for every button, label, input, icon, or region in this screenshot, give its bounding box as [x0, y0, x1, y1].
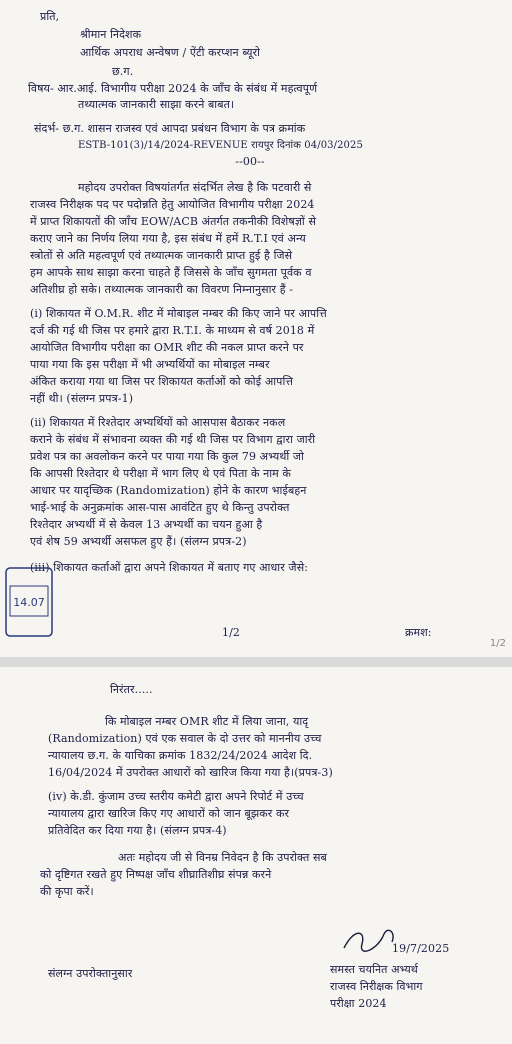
point-1-line: अंकित कराया गया था जिस पर शिकायत कर्ताओं को कोई आपत्ति [30, 375, 294, 388]
body-line: महोदय उपरोक्त विषयांतर्गत संदर्भित लेख है कि पटवारी से [78, 181, 312, 194]
reference-line-2: ESTB-101(3)/14/2024-REVENUE रायपुर दिनांक 04/03/2025 [78, 140, 363, 151]
request-line: को दृष्टिगत रखते हुए निष्पक्ष जाँच शीघ्रातिशीघ्र संपन्न करने [40, 868, 272, 881]
page-number: 1/2 [222, 626, 241, 639]
reference-line-1: संदर्भ- छ.ग. शासन राजस्व एवं आपदा प्रबंधन विभाग के पत्र क्रमांक [34, 122, 306, 135]
point-3-continued: कि मोबाइल नम्बर OMR शीट में लिया जाना, यादृ [105, 715, 309, 728]
body-line: राजस्व निरीक्षक पद पर पदोन्नति हेतु आयोजित विभागीय परीक्षा 2024 [30, 198, 315, 211]
point-2-line: एवं शेष 59 अभ्यर्थी असफल हुए हैं। (संलग्न प्रपत्र-2) [30, 535, 247, 548]
point-1-line: दर्ज की गई थी जिस पर हमारे द्वारा R.T.I. के माध्यम से वर्ष 2018 में [30, 324, 315, 337]
official-stamp [4, 566, 54, 638]
point-4-line: (iv) के.डी. कुंजाम उच्च स्तरीय कमेटी द्वारा अपने रिपोर्ट में उच्च [48, 790, 304, 803]
point-2-line: आधार पर यादृच्छिक (Randomization) होने के कारण भाईबहन [30, 484, 307, 497]
body-line: कराए जाने का निर्णय लिया गया है, इस संबंध में हमें R.T.I एवं अन्य [30, 232, 306, 245]
point-3-continued: 16/04/2024 में उपरोक्त आधारों को खारिज किया गया है।(प्रपत्र-3) [48, 766, 333, 779]
point-4-line: न्यायालय द्वारा खारिज किए गए आधारों को जान बूझकर कर [48, 807, 290, 820]
enclosures-note: संलग्न उपरोक्तानुसार [48, 967, 133, 980]
sender-line: समस्त चयनित अभ्यर्थ [330, 963, 418, 976]
continued-note: क्रमश: [405, 626, 432, 639]
point-2-line: कि आपसी रिश्तेदार थे परीक्षा में भाग लिए थे एवं पिता के नाम के [30, 467, 291, 480]
point-2-line: भाई-भाई के अनुक्रमांक आस-पास आवंटित हुए थे किन्तु उपरोक्त [30, 501, 290, 514]
recipient-state: छ.ग. [112, 65, 134, 78]
separator: --00-- [235, 155, 265, 168]
body-line: में प्राप्त शिकायतों की जाँच EOW/ACB अंतर्गत तकनीकी विशेषज्ञों से [30, 215, 316, 228]
continued-heading: निरंतर..... [110, 683, 153, 696]
point-1-line: (i) शिकायत में O.M.R. शीट में मोबाइल नम्बर की किए जाने पर आपत्ति [30, 307, 327, 320]
body-line: अतिशीघ्र हो सके। तथ्यात्मक जानकारी का विवरण निम्नानुसार हैं - [30, 283, 294, 296]
point-1-line: आयोजित विभागीय परीक्षा का OMR शीट की नकल प्राप्त करने पर [30, 341, 304, 354]
point-2-line: (ii) शिकायत में रिश्तेदार अभ्यर्थियों को आसपास बैठाकर नकल [30, 416, 286, 429]
point-1-line: नहीं थी। (संलग्न प्रपत्र-1) [30, 392, 134, 405]
point-4-line: प्रतिवेदित कर दिया गया है। (संलग्न प्रपत्र-4) [48, 824, 227, 837]
sender-line: राजस्व निरीक्षक विभाग [330, 980, 423, 993]
letter-page-2 [0, 667, 512, 1044]
subject-line-1: विषय- आर.आई. विभागीय परीक्षा 2024 के जाँच के संबंध में महत्वपूर्ण [28, 82, 318, 95]
point-3-continued: (Randomization) एवं एक सवाल के दो उत्तर को माननीय उच्च [48, 732, 322, 745]
recipient-office: आर्थिक अपराध अन्वेषण / ऐंटी करप्शन ब्यूरो [80, 46, 261, 59]
subject-line-2: तथ्यात्मक जानकारी साझा करने बाबत। [78, 98, 235, 111]
point-2-line: प्रवेश पत्र का अवलोकन करने पर पाया गया कि कुल 79 अभ्यर्थी जो [30, 450, 305, 463]
body-line: हम आपके साथ साझा करना चाहते हैं जिससे के जाँच सुगमता पूर्वक व [30, 266, 312, 279]
salutation-to: प्रति, [40, 10, 60, 23]
stamp-date: 14.07 [13, 596, 45, 609]
point-2-line: कराने के संबंध में संभावना व्यक्त की गई थी जिस पर विभाग द्वारा जारी [30, 433, 316, 446]
request-line: की कृपा करें। [40, 885, 94, 898]
point-1-line: पाया गया कि इस परीक्षा में भी अभ्यर्थियों का मोबाइल नम्बर [30, 358, 270, 371]
point-3-continued: न्यायालय छ.ग. के याचिका क्रमांक 1832/24/2024 आदेश दि. [48, 749, 313, 762]
page-counter-badge: 1/2 [489, 638, 506, 649]
body-line: स्त्रोतों से अति महत्वपूर्ण एवं तथ्यात्मक जानकारी प्राप्त हुई है जिसे [30, 249, 293, 262]
point-2-line: रिश्तेदार अभ्यर्थी में से केवल 13 अभ्यर्थी का चयन हुआ है [30, 518, 263, 531]
sender-line: परीक्षा 2024 [330, 997, 387, 1010]
request-line: अतः महोदय जी से विनम्र निवेदन है कि उपरोक्त सब [118, 851, 327, 864]
signature-date: 19/7/2025 [392, 942, 450, 955]
recipient-title: श्रीमान निदेशक [80, 28, 142, 41]
point-3-line: (iii) शिकायत कर्ताओं द्वारा अपने शिकायत में बताए गए आधार जैसे: [30, 561, 309, 574]
